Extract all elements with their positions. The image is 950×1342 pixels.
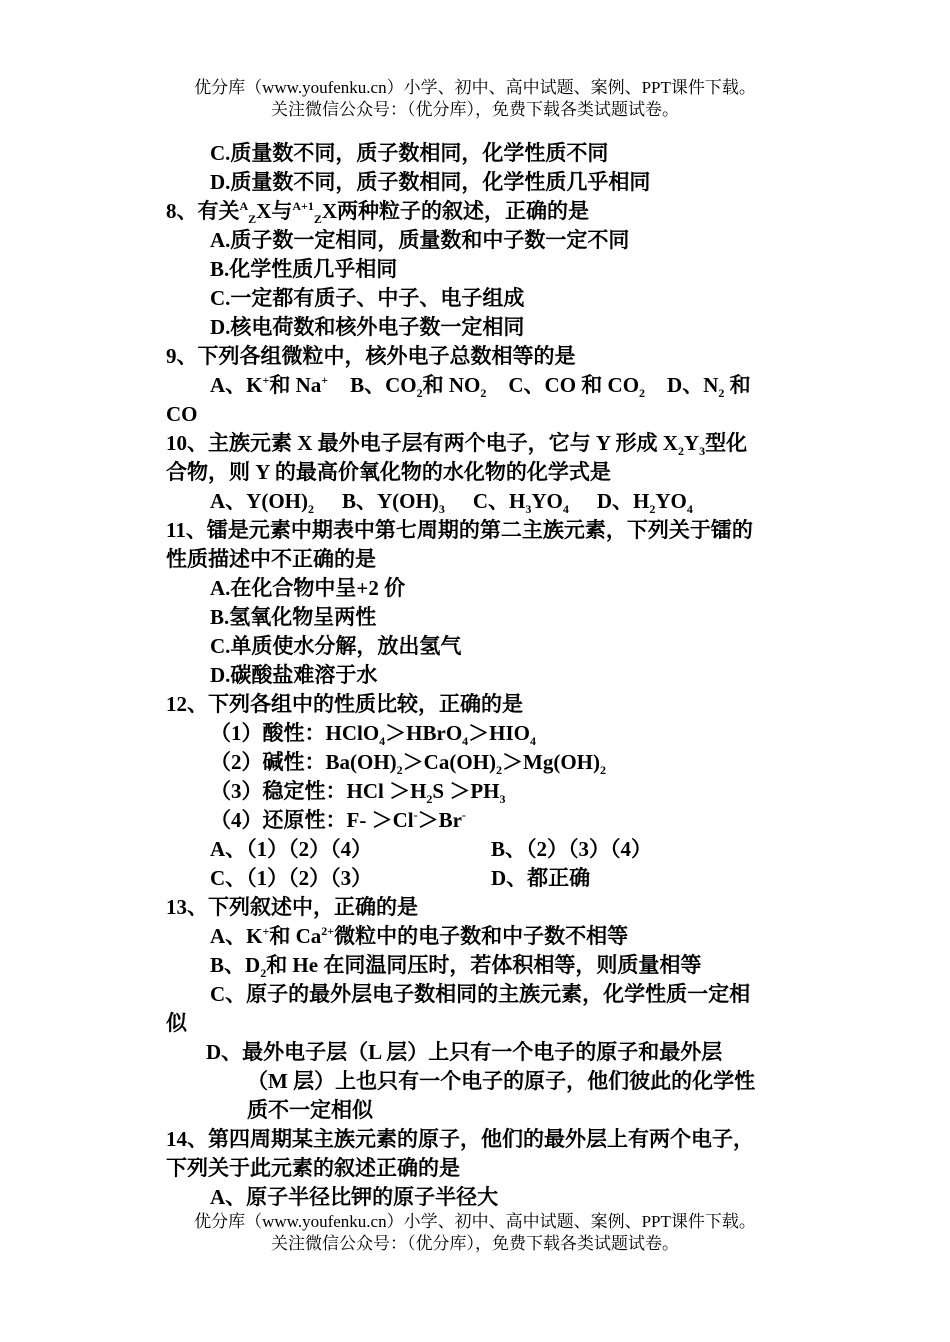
page-footer (0, 1211, 950, 1255)
q9-opt-text: D、N (667, 373, 719, 397)
q10-opt-d: YO (655, 489, 687, 513)
q14-stem-line-1: 14、第四周期某主族元素的原子，他们的最外层上有两个电子， (166, 1127, 754, 1151)
q12-sub: 4 (379, 734, 386, 749)
q12-item-text: ＞Ca(OH) (402, 750, 496, 774)
q12-item-text: S ＞PH (432, 779, 500, 803)
q12-sub: 2 (396, 763, 403, 778)
q8-stem (166, 197, 786, 226)
q9-sub: 2 (718, 386, 725, 401)
q8-option-a: A.质子数一定相同，质量数和中子数一定不同 (210, 228, 630, 252)
q12-item-3 (166, 777, 786, 806)
q10-opt-b: B、Y(OH) (342, 489, 439, 513)
q12-item-text: ＞Mg(OH) (502, 750, 600, 774)
q10-stem-text: Y (683, 431, 700, 455)
q10-options (166, 487, 786, 516)
q8-option-b: B.化学性质几乎相同 (210, 257, 398, 281)
q10-sub: 3 (699, 444, 706, 459)
q10-sub: 3 (525, 502, 532, 517)
q10-sub: 4 (562, 502, 569, 517)
q8-stem-text: 8、有关 (166, 199, 240, 223)
q13-opt-text: A、K (210, 924, 263, 948)
q12-item-text: （4）还原性：F- ＞Cl (210, 808, 414, 832)
q10-opt-c: C、H (472, 489, 526, 513)
q9-options-cont: CO (166, 402, 198, 426)
q11-stem-line-2: 性质描述中不正确的是 (166, 547, 376, 571)
q14-option-a: A、原子半径比钾的原子半径大 (210, 1185, 499, 1209)
q13-opt-text: B、D (210, 953, 261, 977)
q12-sub: 2 (426, 792, 433, 807)
q13-sub: 2 (260, 966, 267, 981)
q10-sub: 2 (308, 502, 314, 517)
q13-option-c-line-2: 似 (166, 1011, 187, 1035)
q10-stem-text: 10、主族元素 X 最外电子层有两个电子，它与 Y 形成 X (166, 431, 678, 455)
q8-stem-text: X与 (256, 199, 293, 223)
q12-sub: 4 (462, 734, 469, 749)
q9-sup: + (321, 373, 329, 387)
q10-stem-text: 型化 (705, 431, 748, 455)
header-line-2: 关注微信公众号：（优分库），免费下载各类试题试卷。 (271, 100, 679, 119)
q8-stem-text: X两种粒子的叙述，正确的是 (321, 199, 590, 223)
q12-stem: 12、下列各组中的性质比较，正确的是 (166, 692, 523, 716)
q9-opt-text: C、CO 和 CO (508, 373, 640, 397)
q13-opt-text: 和 Ca (269, 924, 322, 948)
q13-option-d-line-1: D、最外电子层（L 层）上只有一个电子的原子和最外层 (206, 1040, 723, 1064)
q12-options-ab (166, 835, 786, 864)
q10-opt-c: YO (531, 489, 563, 513)
q10-sub: 3 (438, 502, 445, 517)
q8-option-c: C.一定都有质子、中子、电子组成 (210, 286, 525, 310)
q13-opt-text: 和 He 在同温同压时，若体积相等，则质量相等 (266, 953, 702, 977)
q11-option-a: A.在化合物中呈+2 价 (210, 576, 406, 600)
q12-item-text: ＞HBrO (385, 721, 463, 745)
q12-sub: 2 (496, 763, 502, 778)
q13-option-b (166, 951, 786, 980)
q13-option-d-line-3: 质不一定相似 (247, 1098, 373, 1122)
footer-line-2: 关注微信公众号：（优分库），免费下载各类试题试卷。 (271, 1234, 679, 1253)
q12-option-a: A、（1）（2）（4） (210, 837, 373, 861)
q9-opt-text: B、CO (350, 373, 417, 397)
page-header (0, 77, 950, 121)
q11-option-b: B.氢氧化物呈两性 (210, 605, 377, 629)
q9-options (166, 371, 786, 400)
q13-sup: + (262, 924, 270, 938)
q12-item-text: ＞HIO (468, 721, 531, 745)
q7-option-c: C.质量数不同，质子数相同，化学性质不同 (210, 141, 609, 165)
q9-sub: 2 (480, 386, 487, 401)
q12-sup: - (413, 808, 418, 822)
q12-options-cd (166, 864, 786, 893)
q8-sup-a1: A+1 (292, 199, 314, 213)
q9-opt-text: A、K (210, 373, 263, 397)
q9-sub: 2 (416, 386, 423, 401)
q12-item-text: （3）稳定性：HCl ＞H (210, 779, 427, 803)
q12-option-c: C、（1）（2）（3） (210, 866, 373, 890)
q10-sub: 2 (677, 444, 684, 459)
q11-option-d: D.碳酸盐难溶于水 (210, 663, 378, 687)
q13-opt-text: 微粒中的电子数和中子数不相等 (334, 924, 629, 948)
question-body (166, 139, 786, 1212)
q10-sub: 4 (686, 502, 693, 517)
q11-stem-line-1: 11、镭是元素中期表中第七周期的第二主族元素，下列关于镭的 (166, 518, 753, 542)
q9-opt-text: 和 Na (269, 373, 322, 397)
q10-opt-a: A、Y(OH) (210, 489, 308, 513)
q10-stem-line-1 (166, 429, 786, 458)
q10-opt-d: D、H (596, 489, 650, 513)
q12-item-4 (166, 806, 786, 835)
q7-option-d: D.质量数不同，质子数相同，化学性质几乎相同 (210, 170, 651, 194)
q11-option-c: C.单质使水分解，放出氢气 (210, 634, 462, 658)
q12-item-text: （2）碱性：Ba(OH) (210, 750, 397, 774)
q12-option-b: B、（2）（3）（4） (491, 837, 653, 861)
q13-option-a (166, 922, 786, 951)
q12-sub: 4 (530, 734, 537, 749)
footer-line-1: 优分库（www.youfenku.cn）小学、初中、高中试题、案例、PPT课件下载。 (194, 1212, 756, 1231)
q13-option-c-line-1: C、原子的最外层电子数相同的主族元素，化学性质一定相 (210, 982, 751, 1006)
q8-sub-z: Z (313, 212, 322, 227)
q10-stem-line-2: 合物，则 Y 的最高价氧化物的水化物的化学式是 (166, 460, 611, 484)
q9-opt-text: 和 NO (422, 373, 481, 397)
q12-item-2 (166, 748, 786, 777)
q9-stem: 9、下列各组微粒中，核外电子总数相等的是 (166, 344, 576, 368)
q12-sub: 3 (499, 792, 506, 807)
q12-sub: 2 (599, 763, 606, 778)
q13-stem: 13、下列叙述中，正确的是 (166, 895, 418, 919)
q8-option-d: D.核电荷数和核外电子数一定相同 (210, 315, 525, 339)
q9-sub: 2 (639, 386, 646, 401)
q8-sup-a: A (239, 199, 249, 213)
q10-sub: 2 (649, 502, 656, 517)
q12-item-text: （1）酸性：HClO (210, 721, 380, 745)
q9-sup: + (262, 373, 270, 387)
q8-sub-z: Z (248, 212, 257, 227)
header-line-1: 优分库（www.youfenku.cn）小学、初中、高中试题、案例、PPT课件下载。 (194, 78, 756, 97)
q12-item-1 (166, 719, 786, 748)
q13-sup: 2+ (321, 924, 335, 938)
q14-stem-line-2: 下列关于此元素的叙述正确的是 (166, 1156, 460, 1180)
q12-sup: - (461, 808, 466, 822)
q12-item-text: ＞Br (417, 808, 462, 832)
q12-option-d: D、都正确 (491, 866, 591, 890)
q9-opt-text: 和 (729, 373, 751, 397)
q13-option-d-line-2: （M 层）上也只有一个电子的原子，他们彼此的化学性 (247, 1069, 756, 1093)
